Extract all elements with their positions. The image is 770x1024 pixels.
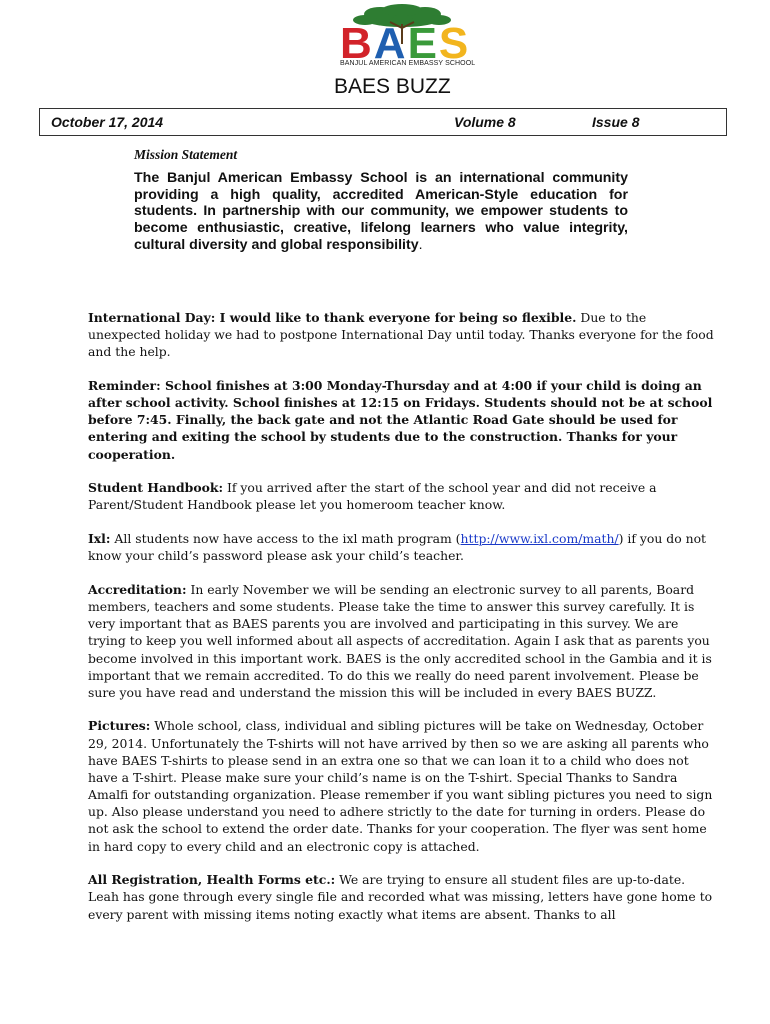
accreditation-heading: Accreditation:: [88, 581, 187, 597]
pictures-heading: Pictures:: [88, 718, 151, 734]
mission-label: Mission Statement: [134, 147, 238, 162]
logo-letter-b: B: [340, 19, 374, 68]
issue-number: Issue 8: [592, 114, 640, 130]
registration-text: We are trying to ensure all student files are up-to-date. Leah has gone through every single file and recorded what was missing, letters have gone home to every parent with missing items noting exactly what items are absent. Thanks to all: [88, 872, 713, 922]
international-day-heading: International Day: I would like to thank everyone for being so flexible.: [88, 310, 577, 325]
section-accreditation: [88, 581, 718, 701]
section-registration: [88, 871, 718, 922]
section-handbook: [88, 479, 718, 513]
section-international-day: [88, 309, 718, 360]
issue-header: [39, 108, 727, 136]
newsletter-title: BAES BUZZ: [334, 75, 451, 98]
ixl-heading: Ixl:: [88, 531, 111, 547]
logo-letter-a: A: [373, 19, 408, 68]
logo-subtitle: BANJUL AMERICAN EMBASSY SCHOOL: [340, 60, 476, 67]
mission-statement: [134, 170, 628, 254]
ixl-link[interactable]: http://www.ixl.com/math/: [460, 531, 619, 547]
reminder-text: Reminder: School finishes at 3:00 Monday-Thursday and at 4:00 if your child is doing an after school activity. School finishes at 12:15 on Fridays. Students should not be at school before 7:45. Finally, the back gate and not the Atlantic Road Gate should be used for entering and exiting the school by students due to the construction. Thanks for your cooperation.: [88, 377, 713, 462]
issue-volume: Volume 8: [454, 114, 516, 130]
ixl-text-after: ) if you do not know your child’s password please ask your child’s teacher.: [88, 531, 707, 564]
logo-letter-s: S: [438, 19, 471, 68]
logo-letter-e: E: [407, 19, 439, 68]
mission-text: The Banjul American Embassy School is an international community providing a high quality, accredited American-Style education for students. In partnership with our community, we empower students to become enthusiastic, creative, lifelong learners who value integrity, cultural diversity and global responsibility: [134, 170, 628, 253]
section-pictures: [88, 717, 718, 854]
handbook-heading: Student Handbook:: [88, 480, 224, 496]
newsletter-body: [88, 309, 718, 939]
ixl-text-before: All students now have access to the ixl math program (: [110, 531, 461, 547]
section-reminder: [88, 377, 718, 463]
pictures-text: Whole school, class, individual and sibling pictures will be take on Wednesday, October 29, 2014. Unfortunately the T-shirts will not have arrived by then so we are asking all parents who have BAES T-shirts to please send in an extra one so that we can loan it to a child who does not have a T-shirt. Please make sure your child’s name is on the T-shirt. Special Thanks to Sandra Amalfi for outstanding organization. Please remember if you want sibling pictures you need to sign up. Also please understand you need to adhere strictly to the date for turning in orders. Please do not ask the school to extend the order date. Thanks for your cooperation. The flyer was sent home in hard copy to every child and an electronic copy is attached.: [88, 718, 713, 854]
handbook-text: If you arrived after the start of the school year and did not receive a Parent/Student Handbook please let you homeroom teacher know.: [88, 480, 657, 513]
issue-date: October 17, 2014: [51, 114, 164, 130]
mission-period: .: [418, 236, 423, 253]
international-day-text: Due to the unexpected holiday we had to postpone International Day until today. Thanks everyone for the food and the help.: [88, 310, 714, 360]
accreditation-text: In early November we will be sending an electronic survey to all parents, Board members, teachers and some students. Please take the time to answer this survey carefully. It is very important that as BAES parents you are involved and participating in this survey. We are trying to keep you well informed about all aspects of accreditation. Again I ask that as parents you become involved in this important work. BAES is the only accredited school in the Gambia and it is important that we remain accredited. To do this we really do need parent involvement. Please be sure you have read and understand the mission this will be included in every BAES BUZZ.: [88, 581, 712, 700]
section-ixl: [88, 530, 718, 564]
registration-heading: All Registration, Health Forms etc.:: [88, 872, 336, 888]
